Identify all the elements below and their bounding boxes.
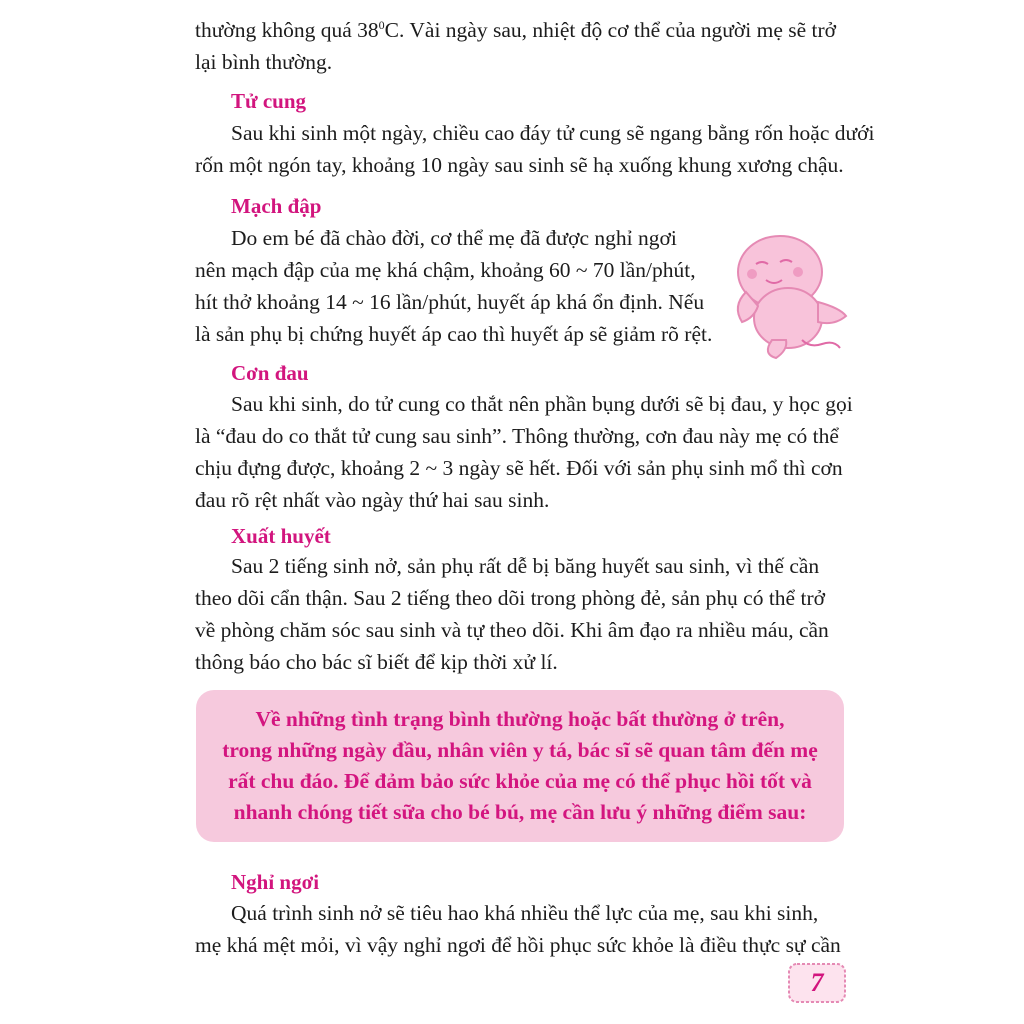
paragraph-mach-dap: Do em bé đã chào đời, cơ thể mẹ đã được nghỉ ngơi nên mạch đập của mẹ khá chậm, khoảng 60 ~ 70 lần/phút, hít thở khoảng 14 ~ 16 lần/phút, huyết áp khá ổn định. Nếu là sản phụ bị chứng huyết áp cao thì huyết áp sẽ giảm rõ rệt. [195, 226, 713, 346]
page-number: 7 [810, 968, 824, 997]
heading-tu-cung: Tử cung [231, 89, 307, 113]
heading-mach-dap: Mạch đập [231, 194, 322, 218]
paragraph-con-dau: Sau khi sinh, do tử cung co thắt nên phần bụng dưới sẽ bị đau, y học gọi là “đau do co thắt tử cung sau sinh”. Thông thường, cơn đau này mẹ có thể chịu đựng được, khoảng 2 ~ 3 ngày sẽ hết. Đối với sản phụ sinh mổ thì cơn đau rõ rệt nhất vào ngày thứ hai sau sinh. [195, 392, 853, 512]
intro-line-1: thường không quá $38^0C$. Vài ngày sau, nhiệt độ cơ thể của người mẹ sẽ trở [195, 17, 837, 42]
heading-con-dau: Cơn đau [231, 361, 309, 385]
intro-paragraph [195, 14, 845, 78]
intro-line-2: lại bình thường. [195, 50, 333, 74]
paragraph-nghi-ngoi: Quá trình sinh nở sẽ tiêu hao khá nhiều thể lực của mẹ, sau khi sinh, mẹ khá mệt mỏi, vì vậy nghỉ ngơi để hồi phục sức khỏe là điều thực sự cần [195, 901, 841, 957]
paragraph-xuat-huyet: Sau 2 tiếng sinh nở, sản phụ rất dễ bị băng huyết sau sinh, vì thế cần theo dõi cẩn thận. Sau 2 tiếng theo dõi trong phòng đẻ, sản phụ có thể trở về phòng chăm sóc sau sinh và tự theo dõi. Khi âm đạo ra nhiều máu, cần thông báo cho bác sĩ biết để kịp thời xử lí. [195, 554, 829, 674]
baby-illustration-icon [722, 222, 850, 362]
callout-box [196, 690, 844, 842]
heading-xuat-huyet: Xuất huyết [231, 524, 331, 548]
superscript: 0 [378, 17, 385, 32]
heading-nghi-ngoi: Nghỉ ngơi [231, 870, 320, 894]
callout-text: Về những tình trạng bình thường hoặc bất thường ở trên, trong những ngày đầu, nhân viên y tá, bác sĩ sẽ quan tâm đến mẹ rất chu đáo. Để đảm bảo sức khỏe của mẹ có thể phục hồi tốt và nhanh chóng tiết sữa cho bé bú, mẹ cần lưu ý những điểm sau: [222, 707, 818, 824]
paragraph-tu-cung: Sau khi sinh một ngày, chiều cao đáy tử cung sẽ ngang bằng rốn hoặc dưới rốn một ngón tay, khoảng 10 ngày sau sinh sẽ hạ xuống khung xương chậu. [195, 121, 875, 177]
